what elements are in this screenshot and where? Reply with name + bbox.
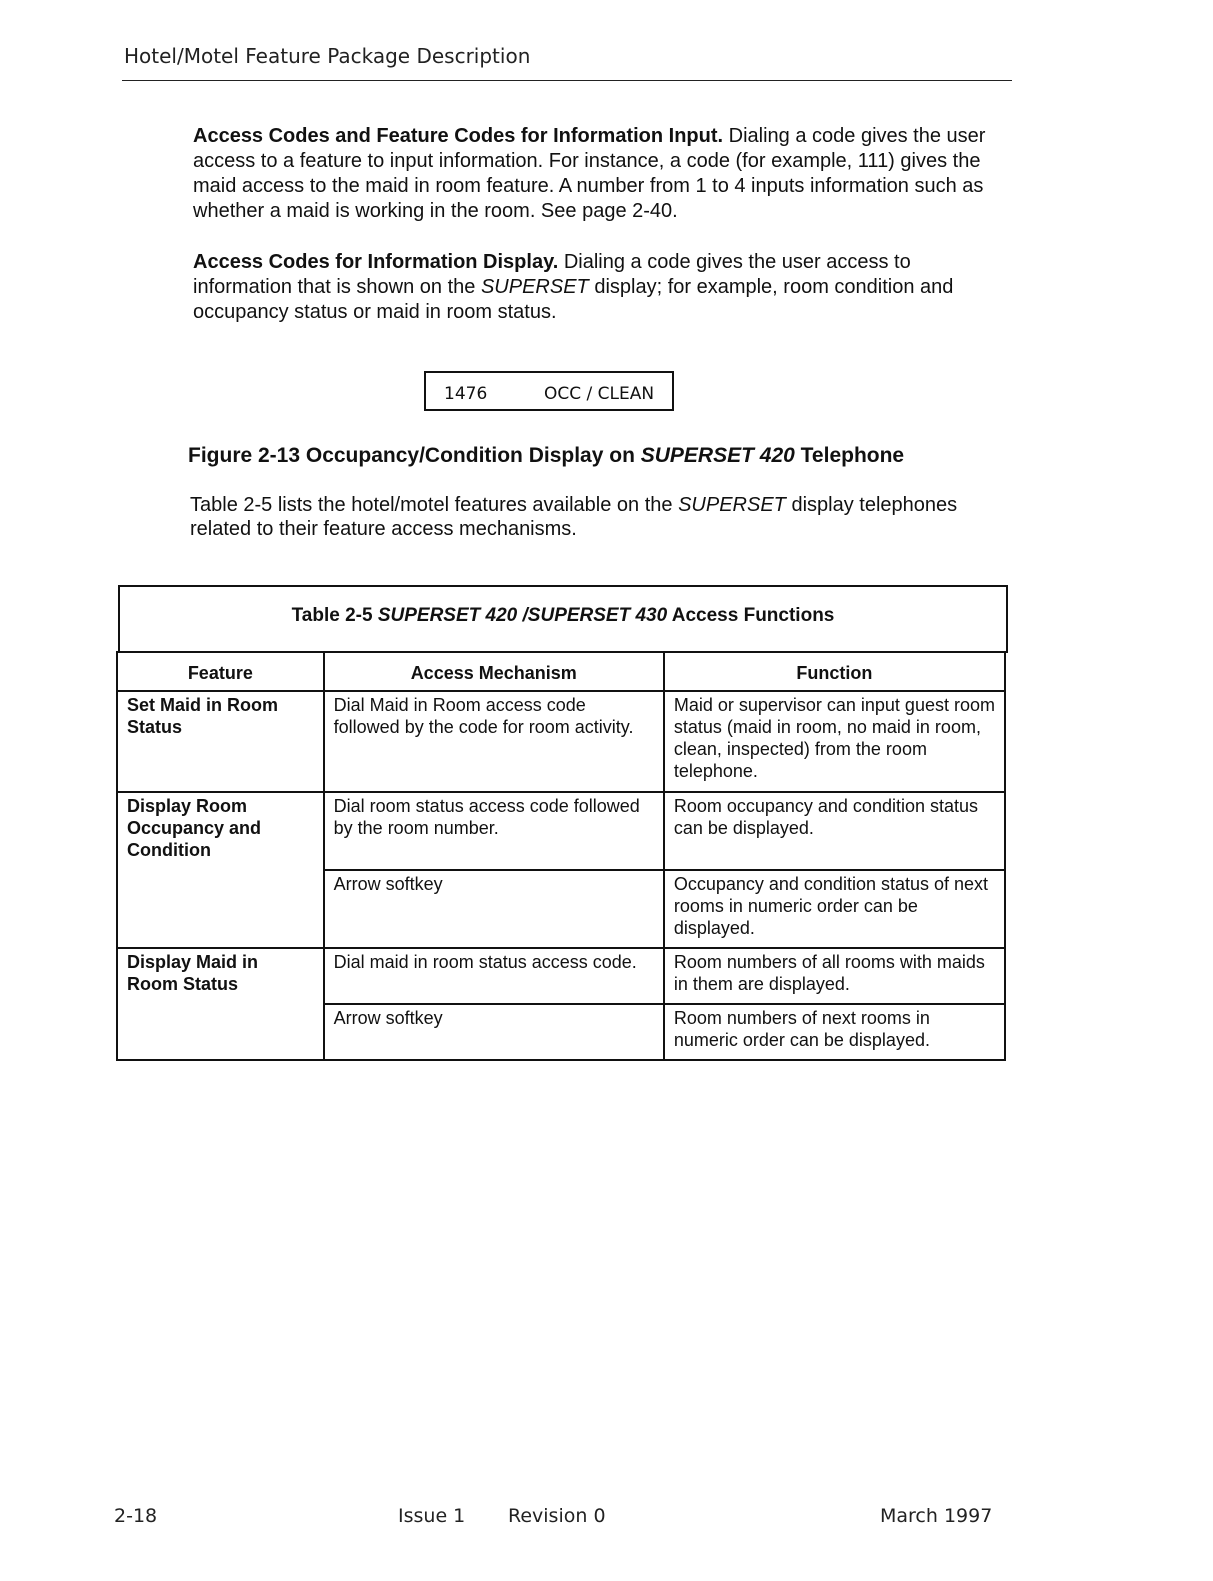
mechanism-cell: Dial maid in room status access code.: [324, 948, 664, 1004]
table-title-box: [118, 585, 1008, 653]
column-header-access-mechanism: Access Mechanism: [324, 652, 664, 691]
table-intro: [190, 493, 1010, 541]
revision-label: Revision 0: [508, 1505, 606, 1527]
header-divider: [122, 80, 1012, 81]
table-title: [120, 605, 1006, 627]
function-cell: Room numbers of all rooms with maids in them are displayed.: [664, 948, 1005, 1004]
paragraph-display-codes-superset: SUPERSET: [480, 276, 589, 298]
telephone-display: [424, 371, 674, 411]
table-row: [117, 948, 1005, 1004]
page-number: 2-18: [114, 1505, 158, 1527]
function-cell: Room numbers of next rooms in numeric order can be displayed.: [664, 1004, 1005, 1060]
access-functions-table: [116, 651, 1006, 1061]
figure-caption-model: SUPERSET 420: [640, 444, 795, 467]
figure-caption-label: Figure 2-13 Occupancy/Condition Display on: [188, 444, 641, 467]
feature-cell: Display Maid in Room Status: [117, 948, 324, 1060]
display-room-status: OCC / CLEAN: [544, 384, 655, 404]
table-intro-a: Table 2-5 lists the hotel/motel features available on the: [190, 494, 679, 516]
publish-date: March 1997: [880, 1505, 993, 1527]
mechanism-cell: Dial Maid in Room access code followed by the code for room activity.: [324, 691, 664, 792]
table-row: [117, 691, 1005, 792]
figure-caption-suffix: Telephone: [794, 444, 905, 467]
table-intro-b: display telephones related to their feature access mechanisms.: [190, 494, 958, 540]
paragraph-display-codes-body-b: display; for example, room condition and occupancy status or maid in room status.: [193, 276, 954, 323]
feature-cell: Display Room Occupancy and Condition: [117, 792, 324, 948]
table-title-suffix: Access Functions: [667, 605, 835, 626]
column-header-function: Function: [664, 652, 1005, 691]
function-cell: Maid or supervisor can input guest room status (maid in room, no maid in room, clean, inspected) from the room telephone.: [664, 691, 1005, 792]
table-intro-superset: SUPERSET: [678, 494, 786, 516]
paragraph-input-codes-body: Dialing a code gives the user access to a feature to input information. For instance, a code (for example, 111) gives the maid access to the maid in room feature. A number from 1 to 4 inputs information such as whether a maid is working in the room. See page 2-40.: [193, 125, 986, 222]
column-header-feature: Feature: [117, 652, 324, 691]
mechanism-cell: Arrow softkey: [324, 1004, 664, 1060]
figure-caption: [188, 444, 904, 468]
paragraph-display-codes: [193, 250, 1008, 325]
display-room-number: 1476: [444, 384, 488, 404]
feature-cell: Set Maid in Room Status: [117, 691, 324, 792]
function-cell: Room occupancy and condition status can be displayed.: [664, 792, 1005, 870]
table-title-prefix: Table 2-5: [291, 605, 378, 626]
mechanism-cell: Dial room status access code followed by the room number.: [324, 792, 664, 870]
issue-label: Issue 1: [398, 1505, 466, 1527]
table-header-row: [117, 652, 1005, 691]
paragraph-input-codes: [193, 124, 1008, 224]
mechanism-cell: Arrow softkey: [324, 870, 664, 948]
paragraph-input-codes-heading: Access Codes and Feature Codes for Information Input.: [193, 125, 724, 147]
page-header: Hotel/Motel Feature Package Description: [124, 44, 531, 68]
function-cell: Occupancy and condition status of next rooms in numeric order can be displayed.: [664, 870, 1005, 948]
table-row: [117, 792, 1005, 870]
table-title-models: SUPERSET 420 /SUPERSET 430: [377, 605, 668, 626]
paragraph-display-codes-body-a: Dialing a code gives the user access to information that is shown on the: [193, 251, 911, 298]
paragraph-display-codes-heading: Access Codes for Information Display.: [193, 251, 559, 273]
